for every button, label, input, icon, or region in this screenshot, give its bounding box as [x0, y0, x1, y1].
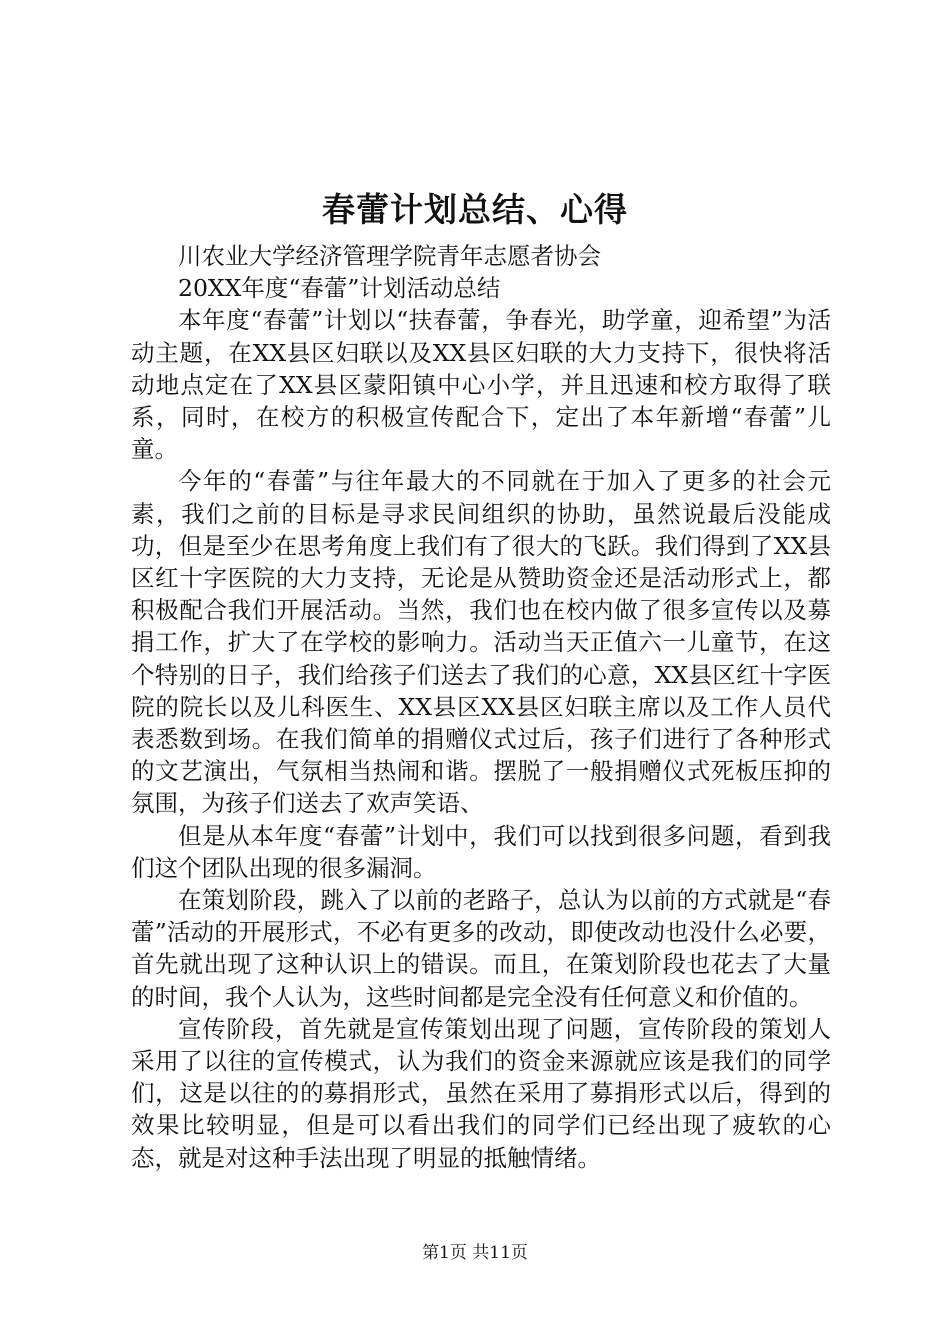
paragraph-publicity-stage: 宣传阶段，首先就是宣传策划出现了问题，宣传阶段的策划人采用了以往的宣传模式，认为我们的资金来源就应该是我们的同学们，这是以往的的募捐形式，虽然在采用了募捐形式以后，得到的效果比较明显，但是可以看出我们的同学们已经出现了疲软的心态，就是对这种手法出现了明显的抵触情绪。	[131, 1014, 831, 1172]
paragraph-problems: 但是从本年度“春蕾”计划中，我们可以找到很多问题，看到我们这个团队出现的很多漏洞。	[131, 821, 831, 882]
paragraph-planning-stage: 在策划阶段，跳入了以前的老路子，总认为以前的方式就是“春蕾”活动的开展形式，不必有更多的改动，即使改动也没什么必要，首先就出现了这种认识上的错误。而且，在策划阶段也花去了大量的时间，我个人认为，这些时间都是完全没有任何意义和价值的。	[131, 886, 831, 1011]
paragraph-intro: 本年度“春蕾”计划以“扶春蕾，争春光，助学童，迎希望”为活动主题，在XX县区妇联以及XX县区妇联的大力支持下，很快将活动地点定在了XX县区蒙阳镇中心小学，并且迅速和校方取得了联系，同时，在校方的积极宣传配合下，定出了本年新增“春蕾”儿童。	[131, 306, 831, 464]
page-footer: 第1页 共11页	[422, 1243, 528, 1263]
document-body	[131, 240, 831, 1174]
paragraph-subtitle: 20XX年度“春蕾”计划活动总结	[178, 274, 501, 303]
page-title: 春蕾计划总结、心得	[322, 190, 628, 229]
paragraph-org-name: 川农业大学经济管理学院青年志愿者协会	[178, 242, 601, 270]
paragraph-differences: 今年的“春蕾”与往年最大的不同就在于加入了更多的社会元素，我们之前的目标是寻求民间组织的协助，虽然说最后没能成功，但是至少在思考角度上我们有了很大的飞跃。我们得到了XX县区红十字医院的大力支持，无论是从赞助资金还是活动形式上，都积极配合我们开展活动。当然，我们也在校内做了很多宣传以及募捐工作，扩大了在学校的影响力。活动当天正值六一儿童节，在这个特别的日子，我们给孩子们送去了我们的心意，XX县区红十字医院的院长以及儿科医生、XX县区XX县区妇联主席以及工作人员代表悉数到场。在我们简单的捐赠仪式过后，孩子们进行了各种形式的文艺演出，气氛相当热闹和谐。摆脱了一般捐赠仪式死板压抑的氛围，为孩子们送去了欢声笑语、	[131, 467, 831, 818]
